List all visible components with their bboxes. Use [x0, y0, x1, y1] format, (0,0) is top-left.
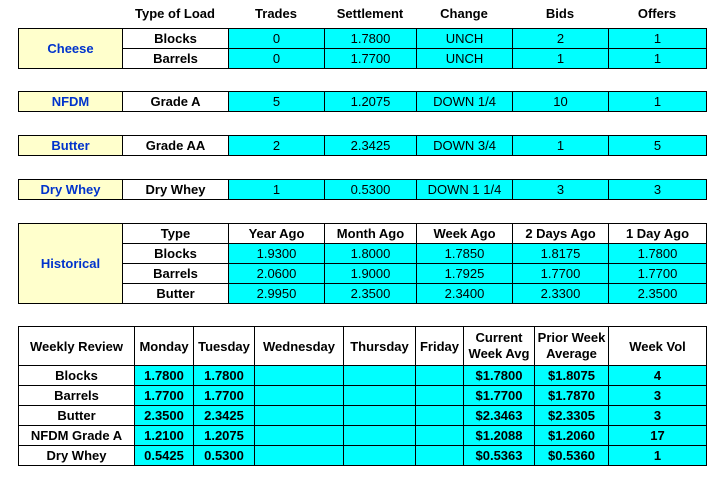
offers-cell: 1 [609, 49, 707, 69]
load-type-cell: Barrels [123, 49, 229, 69]
product-cell: Barrels [19, 386, 135, 406]
historical-label: Historical [19, 224, 123, 304]
settlement-cell: 2.3425 [325, 136, 417, 156]
dry-whey-table [18, 179, 707, 200]
nfdm-label: NFDM [19, 92, 123, 112]
weekly-review-table [18, 326, 707, 466]
type-cell: Butter [123, 284, 229, 304]
load-type-cell: Grade AA [123, 136, 229, 156]
table-row [19, 264, 707, 284]
value-cell [255, 386, 344, 406]
column-header: Tuesday [194, 327, 255, 366]
column-header: 2 Days Ago [513, 224, 609, 244]
offers-cell: 3 [609, 180, 707, 200]
value-cell: 1.8175 [513, 244, 609, 264]
value-cell [255, 426, 344, 446]
table-row [19, 284, 707, 304]
value-cell [344, 406, 416, 426]
value-cell: $1.2088 [464, 426, 535, 446]
settlement-cell: 1.7700 [325, 49, 417, 69]
value-cell: $0.5360 [535, 446, 609, 466]
value-cell: 1.7700 [135, 386, 194, 406]
value-cell [416, 446, 464, 466]
value-cell: 1.7850 [417, 244, 513, 264]
value-cell: $1.7870 [535, 386, 609, 406]
load-type-cell: Dry Whey [123, 180, 229, 200]
value-cell: 1.9000 [325, 264, 417, 284]
value-cell [416, 366, 464, 386]
value-cell [255, 406, 344, 426]
value-cell [255, 366, 344, 386]
header-bids: Bids [545, 6, 575, 21]
value-cell: $1.7700 [464, 386, 535, 406]
value-cell: 1.7700 [513, 264, 609, 284]
table-header-row [19, 224, 707, 244]
value-cell: 2.3400 [417, 284, 513, 304]
column-header: Wednesday [255, 327, 344, 366]
header-offers: Offers [637, 6, 677, 21]
offers-cell: 5 [609, 136, 707, 156]
historical-table [18, 223, 707, 304]
column-header: Thursday [344, 327, 416, 366]
value-cell: 1.9300 [229, 244, 325, 264]
load-type-cell: Blocks [123, 29, 229, 49]
trades-cell: 1 [229, 180, 325, 200]
column-header: 1 Day Ago [609, 224, 707, 244]
product-cell: Blocks [19, 366, 135, 386]
cheese-table [18, 28, 707, 69]
value-cell [416, 386, 464, 406]
nfdm-table [18, 91, 707, 112]
header-trades: Trades [255, 6, 297, 21]
value-cell [255, 446, 344, 466]
value-cell [344, 446, 416, 466]
value-cell: 1.8000 [325, 244, 417, 264]
product-cell: Dry Whey [19, 446, 135, 466]
column-header: Week Ago [417, 224, 513, 244]
value-cell: 1.7800 [609, 244, 707, 264]
value-cell: 1.7700 [609, 264, 707, 284]
table-row [19, 136, 707, 156]
change-cell: DOWN 1/4 [417, 92, 513, 112]
butter-table [18, 135, 707, 156]
value-cell: 2.3500 [325, 284, 417, 304]
value-cell: 1 [609, 446, 707, 466]
table-row [19, 49, 707, 69]
value-cell [416, 406, 464, 426]
change-cell: DOWN 1 1/4 [417, 180, 513, 200]
value-cell: 2.3425 [194, 406, 255, 426]
table-row [19, 426, 707, 446]
bids-cell: 1 [513, 49, 609, 69]
butter-label: Butter [19, 136, 123, 156]
table-row [19, 180, 707, 200]
type-cell: Blocks [123, 244, 229, 264]
offers-cell: 1 [609, 92, 707, 112]
value-cell: 17 [609, 426, 707, 446]
column-header: Friday [416, 327, 464, 366]
value-cell: $1.7800 [464, 366, 535, 386]
column-header: Prior Week Average [535, 327, 609, 366]
value-cell: 3 [609, 406, 707, 426]
value-cell [344, 426, 416, 446]
value-cell: 4 [609, 366, 707, 386]
table-header-row [19, 327, 707, 366]
value-cell [344, 386, 416, 406]
settlement-cell: 1.2075 [325, 92, 417, 112]
value-cell: 2.9950 [229, 284, 325, 304]
settlement-cell: 1.7800 [325, 29, 417, 49]
value-cell: 1.7800 [135, 366, 194, 386]
value-cell: $0.5363 [464, 446, 535, 466]
value-cell: 1.2075 [194, 426, 255, 446]
header-settlement: Settlement [336, 6, 404, 21]
value-cell [416, 426, 464, 446]
settlement-cell: 0.5300 [325, 180, 417, 200]
dry-whey-label: Dry Whey [19, 180, 123, 200]
column-header: Month Ago [325, 224, 417, 244]
bids-cell: 10 [513, 92, 609, 112]
value-cell: $1.2060 [535, 426, 609, 446]
table-row [19, 406, 707, 426]
value-cell: $1.8075 [535, 366, 609, 386]
trades-cell: 2 [229, 136, 325, 156]
table-row [19, 92, 707, 112]
trades-cell: 0 [229, 29, 325, 49]
column-header: Weekly Review [19, 327, 135, 366]
trades-cell: 0 [229, 49, 325, 69]
column-header: Type [123, 224, 229, 244]
bids-cell: 1 [513, 136, 609, 156]
bids-cell: 2 [513, 29, 609, 49]
change-cell: DOWN 3/4 [417, 136, 513, 156]
table-row [19, 386, 707, 406]
table-row [19, 29, 707, 49]
column-header: Current Week Avg [464, 327, 535, 366]
value-cell: 1.7925 [417, 264, 513, 284]
value-cell [344, 366, 416, 386]
change-cell: UNCH [417, 29, 513, 49]
table-row [19, 244, 707, 264]
cheese-label: Cheese [19, 29, 123, 69]
value-cell: 1.7800 [194, 366, 255, 386]
product-cell: Butter [19, 406, 135, 426]
change-cell: UNCH [417, 49, 513, 69]
table-row [19, 446, 707, 466]
load-type-cell: Grade A [123, 92, 229, 112]
value-cell: 3 [609, 386, 707, 406]
value-cell: 1.2100 [135, 426, 194, 446]
value-cell: 1.7700 [194, 386, 255, 406]
offers-cell: 1 [609, 29, 707, 49]
value-cell: 0.5425 [135, 446, 194, 466]
header-change: Change [440, 6, 488, 21]
type-cell: Barrels [123, 264, 229, 284]
table-row [19, 366, 707, 386]
value-cell: 2.3500 [135, 406, 194, 426]
column-header: Monday [135, 327, 194, 366]
value-cell: $2.3305 [535, 406, 609, 426]
value-cell: 2.3500 [609, 284, 707, 304]
header-type-of-load: Type of Load [135, 6, 215, 21]
column-header: Year Ago [229, 224, 325, 244]
value-cell: 0.5300 [194, 446, 255, 466]
value-cell: 2.0600 [229, 264, 325, 284]
bids-cell: 3 [513, 180, 609, 200]
value-cell: $2.3463 [464, 406, 535, 426]
column-header: Week Vol [609, 327, 707, 366]
trades-cell: 5 [229, 92, 325, 112]
product-cell: NFDM Grade A [19, 426, 135, 446]
value-cell: 2.3300 [513, 284, 609, 304]
